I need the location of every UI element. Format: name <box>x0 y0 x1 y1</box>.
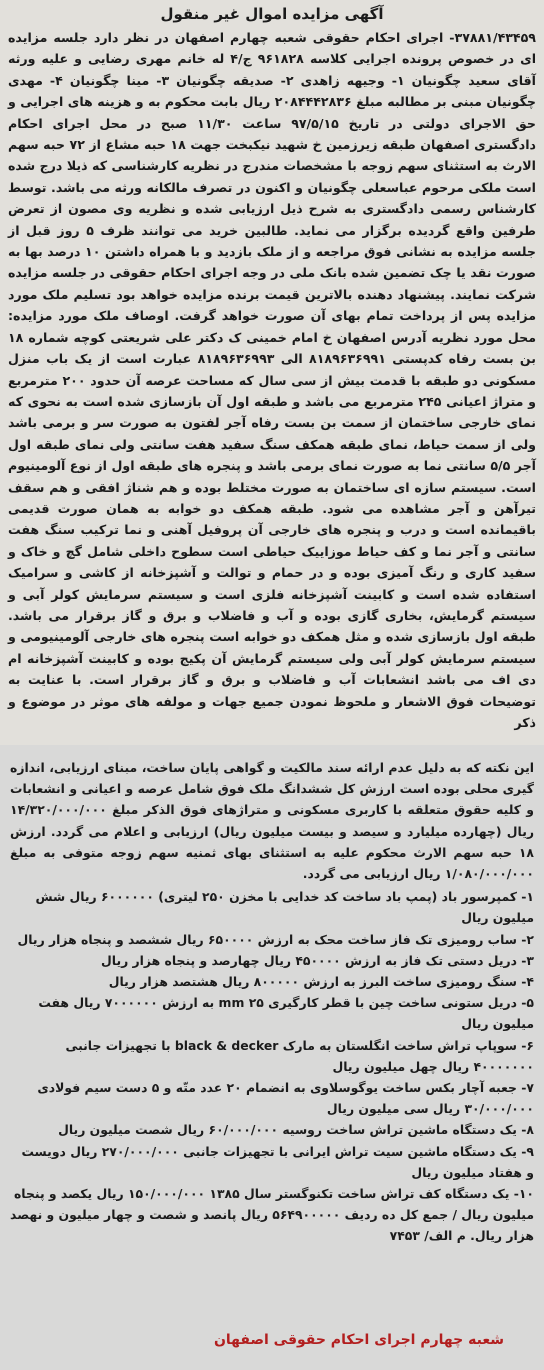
list-item: ۱۰- یک دستگاه کف تراش ساخت تکنوگستر سال ۱۳۸۵ ۱۵۰/۰۰۰/۰۰۰ ریال یکصد و پنجاه میلیون ریال / جمع کل ده ردیف ۵۶۴۹۰۰۰۰۰ ریال پانصد و شصت و چهار میلیون و نهصد هزار ریال. م الف/ ۷۴۵۳ <box>10 1186 534 1244</box>
notice-title: آگهی مزایده اموال غیر منقول <box>160 5 384 23</box>
list-item: ۶- سوپاپ تراش ساخت انگلستان به مارک black & decker با تجهیزات جانبی ۴۰۰۰۰۰۰۰ ریال چهل میلیون ریال <box>65 1037 534 1074</box>
list-item: ۴- سنگ رومیزی ساخت البرز به ارزش ۸۰۰۰۰۰ ریال هشتصد هزار ریال <box>108 974 534 990</box>
list-item: ۲- ساب رومیزی تک فاز ساخت محک به ارزش ۶۵۰۰۰۰ ریال ششصد و پنجاه هزار ریال <box>17 931 534 947</box>
list-item: ۸- یک دستگاه ماشین تراش ساخت روسیه ۶۰/۰۰۰/۰۰۰ ریال شصت میلیون ریال <box>58 1122 534 1138</box>
notice-continuation: این نکته که به دلیل عدم ارائه سند مالکیت و گواهی پایان ساخت، مبنای ارزیابی، اندازه گیری محلی بوده است ارزش کل ششدانگ ملک فوق شامل عرصه و اعیانی و انشعابات و کلیه حقوق متعلقه با کاربری مسکونی و متراژهای فوق الذکر مبلغ ۱۴/۳۲۰/۰۰۰/۰۰۰ ریال (چهارده میلیارد و سیصد و بیست میلیون ریال) ارزیابی و اعلام می گردد. ارزش ۱۸ حبه سهم الارث محکوم علیه به استثنای بهای ثمنیه سهم زوجه متوفی به مبلغ ۱/۰۸۰/۰۰۰/۰۰۰ ریال ارزیابی می گردد. <box>10 760 534 882</box>
issuer-signature: شعبه چهارم اجرای احکام حقوقی اصفهان <box>213 1332 504 1348</box>
list-item: ۱- کمپرسور باد (پمپ باد ساخت کد خدایی با مخزن ۲۵۰ لیتری) ۶۰۰۰۰۰۰ ریال شش میلیون ریال <box>35 889 534 926</box>
list-item: ۵- دریل ستونی ساخت چین با قطر کارگیری ۲۵ mm به ارزش ۷۰۰۰۰۰۰ ریال هفت میلیون ریال <box>38 995 534 1032</box>
notice-body: ۳۷۸۸۱/۴۳۴۵۹- اجرای احکام حقوقی شعبه چهارم اصفهان در نظر دارد جلسه مزایده ای در خصوص پرونده اجرایی کلاسه ۹۶۱۸۲۸ ج/۴ له خانم مهری رضایی و علیه ورثه آقای سعید چگونیان ۱- وجیهه زاهدی ۲- صدیقه چگونیان ۳- مینا چگونیان ۴- مهدی چگونیان مبنی بر مطالبه مبلغ ۲۰۸۴۴۴۲۸۳۶ ریال بابت محکوم به و هزینه های اجرایی و حق الاجرای دولتی در تاریخ ۹۷/۵/۱۵ ساعت ۱۱/۳۰ صبح در محل اجرای احکام دادگستری اصفهان طبقه زیرزمین خ شهید نیکبخت جهت ۱۸ حبه مشاع از ۷۲ حبه سهم الارث به استثنای سهم زوجه با مشخصات مندرج در نظریه کارشناسی که ذیلا درج شده است ملکی مرحوم عباسعلی چگونیان و اکنون در تصرف مالکانه ورثه می باشد. توسط کارشناس رسمی دادگستری به شرح ذیل ارزیابی شده و نظریه وی مصون از تعرض طرفین واقع گردیده برگزار می نماید. طالبین خرید می توانند ظرف ۵ روز قبل از جلسه مزایده به نشانی فوق مراجعه و از ملک بازدید و با همراه داشتن ۱۰ درصد بها به صورت نقد یا چک تضمین شده بانک ملی در وجه اجرای احکام حقوقی در جلسه مزایده شرکت نمایند. پیشنهاد دهنده بالاترین قیمت برنده مزایده خواهد بود تسلیم ملک مورد مزایده پس از پرداخت تمام بهای آن صورت خواهد گرفت. اوصاف ملک مورد مزایده: محل مورد نظریه آدرس اصفهان خ امام خمینی ک دکتر علی شریعتی کوچه شماره ۱۸ بن بست رفاه کدپستی ۸۱۸۹۶۳۶۹۹۱ الی ۸۱۸۹۶۳۶۹۹۳ عبارت است از یک باب منزل مسکونی دو طبقه با قدمت بیش از سی سال که مساحت عرصه آن حدود ۲۰۰ مترمربع و متراژ اعیانی ۲۴۵ مترمربع می باشد و طبقه اول آن بازسازی شده است به نحوی که نمای خارجی ساختمان از سمت بن بست رفاه آجر لفتون به صورت سر و برمی باشد ولی از سمت حیاط، نمای طبقه همکف سنگ سفید هفت سانتی ولی نمای طبقه اول آجر ۵/۵ سانتی نما به صورت نمای برمی باشد و پنجره های طبقه اول از نوع آلومینیوم است. سیستم سازه ای ساختمان به صورت مختلط بوده و هم شناژ افقی و هم سقف تیرآهن و آجر مشاهده می شود. طبقه همکف دو خوابه به همان صورت قدیمی باقیمانده است و درب و پنجره های خارجی آن پروفیل آهنی و نما ترکیب سنگ هفت سانتی و آجر نما و کف حیاط موزاییک حیاطی است سطوح داخلی شامل گچ و خاک و سفید کاری و رنگ آمیزی بوده و در حمام و توالت و آشپزخانه از کاشی و سرامیک استفاده شده است و کابینت آشپزخانه فلزی است و سیستم سرمایش کولر آبی و سیستم گرمایش، بخاری گازی بوده و آب و فاضلاب و برق و گاز برقرار می باشد. طبقه اول بازسازی شده و مثل همکف دو خوابه است پنجره های خارجی آلومینیومی و سیستم سرمایش کولر آبی ولی سیستم گرمایش آن پکیج بوده و کابینت آشپزخانه ام دی اف می باشد انشعابات آب و فاضلاب و برق و گاز برقرار است. با عنایت به توضیحات فوق الاشعار و ملحوظ نمودن جمیع جهات و مولفه های موثر در موضوع و ذکر <box>8 30 537 730</box>
list-item: ۳- دریل دستی تک فاز به ارزش ۴۵۰۰۰۰ ریال چهارصد و پنجاه هزار ریال <box>101 952 534 968</box>
notice-lower-section <box>0 745 544 1370</box>
list-item: ۷- جعبه آچار بکس ساخت یوگوسلاوی به انضمام ۲۰ عدد متّه و ۵ دست سیم فولادی ۳۰/۰۰۰/۰۰۰ ریال سی میلیون ریال <box>37 1080 534 1117</box>
movable-items-list <box>10 886 534 1246</box>
list-item: ۹- یک دستگاه ماشین سیت تراش ایرانی با تجهیزات جانبی ۲۷۰/۰۰۰/۰۰۰ ریال دویست و هفتاد میلیون ریال <box>21 1143 534 1180</box>
